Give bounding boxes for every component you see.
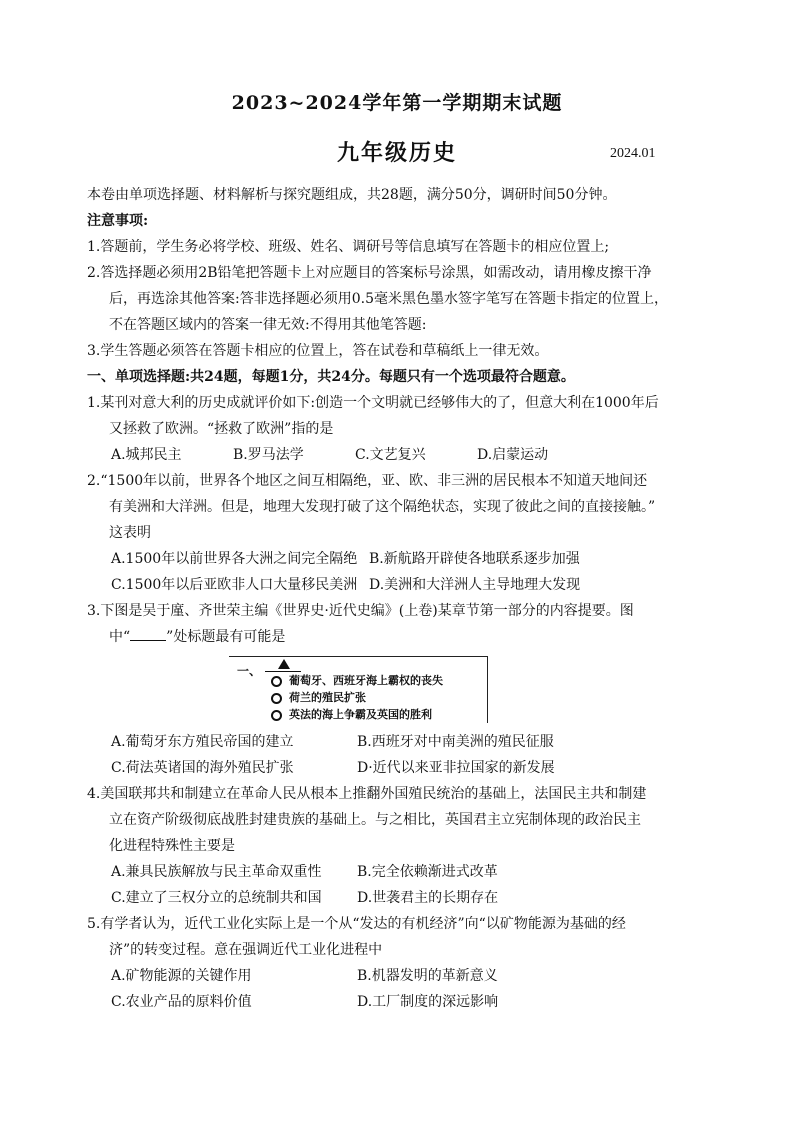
- q1-options: [87, 442, 717, 468]
- exam-content: [87, 182, 717, 1015]
- q5-options-row-2: [87, 989, 717, 1015]
- q5-stem-line-2: 济”的转变过程。意在强调近代工业化进程中: [109, 942, 383, 958]
- q3-option-d: D·近代以来亚非拉国家的新发展: [357, 760, 555, 776]
- subject-title: 九年级历史: [336, 140, 457, 166]
- q3-option-c: C.荷法英诸国的海外殖民扩张: [111, 760, 294, 776]
- note-1: 1.答题前，学生务必将学校、班级、姓名、调研号等信息填写在答题卡的相应位置上;: [87, 239, 610, 255]
- bullet-icon: [271, 676, 282, 687]
- bullet-icon: [271, 710, 282, 721]
- exam-date: 2024.01: [610, 146, 656, 161]
- q5-stem-line-1: 5.有学者认为，近代工业化实际上是一个从“发达的有机经济”向“以矿物能源为基础的经: [87, 916, 626, 932]
- q3-options-row-1: [87, 729, 717, 755]
- q2-stem-line-3: 这表明: [109, 525, 151, 541]
- q1-option-c: C.文艺复兴: [355, 447, 426, 463]
- exam-title: 2023~2024学年第一学期期末试题: [231, 92, 563, 114]
- note-2-line-1: 2.答选择题必须用2B铅笔把答题卡上对应题目的答案标号涂黑，如需改动，请用橡皮擦干净: [87, 265, 652, 281]
- figure-item-text: 荷兰的殖民扩张: [289, 691, 366, 704]
- figure-item-text: 英法的海上争霸及英国的胜利: [289, 708, 432, 721]
- q2-options-row-2: [87, 572, 717, 598]
- q2-option-d: D.美洲和大洋洲人主导地理大发现: [369, 577, 581, 593]
- q2-stem-line-1: 2.“1500年以前，世界各个地区之间互相隔绝，亚、欧、非三洲的居民根本不知道天地间还: [87, 473, 648, 489]
- q4-options-row-1: [87, 859, 717, 885]
- q4-stem-line-3: 化进程特殊性主要是: [109, 838, 235, 854]
- q4-option-a: A.兼具民族解放与民主革命双重性: [111, 864, 322, 880]
- q4-options-row-2: [87, 885, 717, 911]
- q4-option-c: C.建立了三权分立的总统制共和国: [111, 890, 322, 906]
- q5-options-row-1: [87, 963, 717, 989]
- q1-option-b: B.罗马法学: [233, 447, 304, 463]
- q5-option-c: C.农业产品的原料价值: [111, 994, 252, 1010]
- q1-option-a: A.城邦民主: [111, 447, 182, 463]
- figure-heading: 一、: [237, 664, 262, 678]
- q2-option-c: C.1500年以后亚欧非人口大量移民美洲: [111, 577, 358, 593]
- figure-item: [271, 691, 366, 705]
- q4-option-b: B.完全依赖渐进式改革: [357, 864, 498, 880]
- q5-option-b: B.机器发明的革新意义: [357, 968, 498, 984]
- notes-heading: 注意事项:: [87, 213, 149, 229]
- q1-stem-line-2: 又拯救了欧洲。“拯救了欧洲”指的是: [109, 421, 334, 437]
- q2-option-b: B.新航路开辟使各地联系逐步加强: [369, 551, 580, 567]
- figure-item: [271, 708, 432, 722]
- q1-stem-line-1: 1.某刊对意大利的历史成就评价如下:创造一个文明就已经够伟大的了，但意大利在1000年后: [87, 395, 659, 411]
- figure-item-text: 葡萄牙、西班牙海上霸权的丧失: [289, 674, 443, 687]
- figure-item: [271, 674, 443, 688]
- q1-option-d: D.启蒙运动: [477, 447, 549, 463]
- bullet-icon: [271, 693, 282, 704]
- note-2-line-2: 后，再选涂其他答案:答非选择题必须用0.5毫米黑色墨水签字笔写在答题卡指定的位置上，: [109, 291, 668, 307]
- q3-figure: [229, 656, 488, 723]
- note-2-line-3: 不在答题区域内的答案一律无效:不得用其他笔答题:: [109, 317, 427, 333]
- note-3: 3.学生答题必须答在答题卡相应的位置上，答在试卷和草稿纸上一律无效。: [87, 343, 549, 359]
- q4-option-d: D.世袭君主的长期存在: [357, 890, 499, 906]
- q3-stem-line-2: [87, 624, 717, 650]
- intro-text: 本卷由单项选择题、材料解析与探究题组成，共28题，满分50分，调研时间50分钟。: [87, 187, 617, 203]
- q4-stem-line-2: 立在资产阶级彻底战胜封建贵族的基础上。与之相比，英国君主立宪制体现的政治民主: [109, 812, 641, 828]
- section-heading: 一、单项选择题:共24题，每题1分，共24分。每题只有一个选项最符合题意。: [87, 369, 575, 385]
- q5-option-a: A.矿物能源的关键作用: [111, 968, 252, 984]
- q3-stem-pre: 中“: [109, 629, 131, 645]
- q3-stem-post: ”处标题最有可能是: [166, 629, 286, 645]
- q3-option-a: A.葡萄牙东方殖民帝国的建立: [111, 734, 294, 750]
- triangle-icon: [278, 659, 290, 669]
- q3-blank: [130, 626, 166, 641]
- q2-stem-line-2: 有美洲和大洋洲。但是，地理大发现打破了这个隔绝状态，实现了彼此之间的直接接触。”: [109, 499, 656, 515]
- q3-stem-line-1: 3.下图是吴于廑、齐世荣主编《世界史·近代史编》(上卷)某章节第一部分的内容提要。图: [87, 603, 634, 619]
- q3-option-b: B.西班牙对中南美洲的殖民征服: [357, 734, 554, 750]
- q2-option-a: A.1500年以前世界各大洲之间完全隔绝: [111, 551, 358, 567]
- q5-option-d: D.工厂制度的深远影响: [357, 994, 499, 1010]
- figure-blank-line: [265, 671, 301, 672]
- q2-options-row-1: [87, 546, 717, 572]
- q4-stem-line-1: 4.美国联邦共和制建立在革命人民从根本上推翻外国殖民统治的基础上，法国民主共和制建: [87, 786, 647, 802]
- q3-options-row-2: [87, 755, 717, 781]
